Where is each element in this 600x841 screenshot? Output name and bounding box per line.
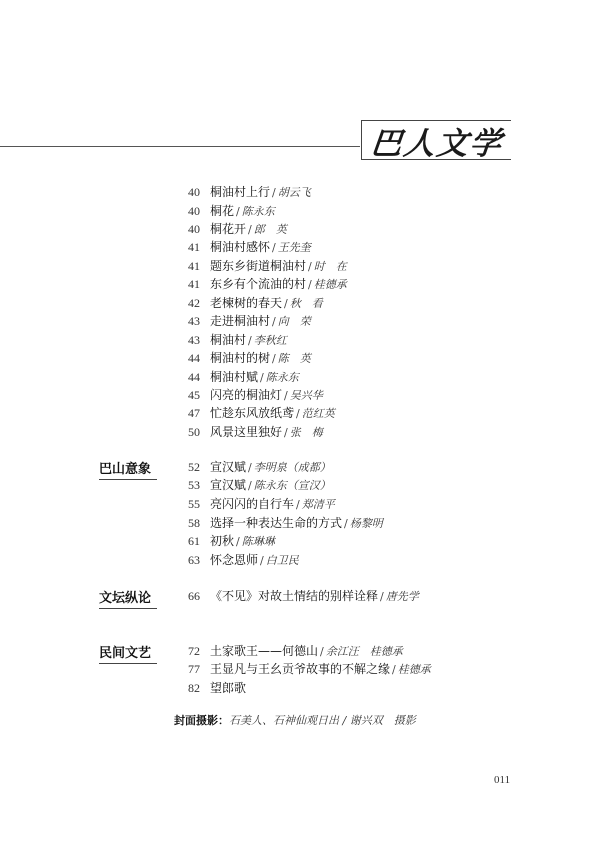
toc-entry[interactable]: 53 宣汉赋 / 陈永东（宣汉） [188, 478, 331, 492]
entry-title: 闪亮的桐油灯 [210, 388, 283, 402]
toc-entry[interactable]: 55 亮闪闪的自行车 / 郑清平 [188, 497, 335, 511]
entry-title: 怀念恩师 [210, 553, 259, 567]
entry-title: 宣汉赋 [210, 478, 247, 492]
entry-title: 桐油村的树 [210, 351, 271, 365]
entry-title: 东乡有个流油的村 [210, 277, 307, 291]
entry-author: 时 在 [313, 260, 347, 273]
entry-author: 张 梅 [289, 426, 323, 439]
section-rule [99, 479, 157, 480]
entry-title: 桐油村感怀 [210, 240, 271, 254]
toc-entry[interactable]: 44 桐油村赋 / 陈永东 [188, 370, 299, 384]
entry-title: 宣汉赋 [210, 460, 247, 474]
entry-title: 桐花开 [210, 222, 247, 236]
toc-entry[interactable]: 43 走进桐油村 / 向 荣 [188, 314, 311, 328]
header-rule [0, 146, 360, 147]
section-rule [99, 608, 157, 609]
masthead-logo [361, 120, 511, 160]
cover-credit: 石美人、石神仙观日出 / 谢兴双 摄影 [229, 714, 416, 727]
entry-title: 走进桐油村 [210, 314, 271, 328]
entry-author: 李秋红 [253, 334, 287, 347]
entry-author: 郎 英 [253, 223, 287, 236]
cover-label: 封面摄影： [174, 714, 229, 727]
entry-author: 范红英 [301, 407, 335, 420]
entry-author: 向 荣 [277, 315, 311, 328]
toc-entry[interactable]: 40 桐油村上行 / 胡云飞 [188, 185, 311, 199]
entry-author: 余江汪 桂德承 [325, 645, 403, 658]
entry-author: 陈永东 [241, 205, 275, 218]
toc-entry[interactable]: 40 桐花 / 陈永东 [188, 204, 275, 218]
section-label-minjian: 民间文艺 [99, 646, 152, 661]
entry-title: 忙趁东风放纸鸢 [210, 406, 295, 420]
section-label-wentan: 文坛纵论 [99, 591, 152, 606]
entry-author: 吴兴华 [289, 389, 323, 402]
entry-title: 选择一种表达生命的方式 [210, 516, 343, 530]
entry-title: 《不见》对故土情结的别样诠释 [210, 589, 379, 603]
entry-title: 初秋 [210, 534, 235, 548]
toc-entry[interactable]: 72 土家歌王——何德山 / 余江汪 桂德承 [188, 644, 403, 658]
entry-title: 望郎歌 [210, 681, 247, 695]
entry-author: 陈永东 [265, 371, 299, 384]
toc-entry[interactable]: 47 忙趁东风放纸鸢 / 范红英 [188, 406, 335, 420]
entry-author: 陈 英 [277, 352, 311, 365]
toc-entry[interactable]: 41 桐油村感怀 / 王先奎 [188, 240, 311, 254]
cover-photo-credit [174, 712, 416, 728]
entry-title: 题东乡街道桐油村 [210, 259, 307, 273]
toc-entry[interactable]: 41 题东乡街道桐油村 / 时 在 [188, 259, 347, 273]
entry-author: 杨黎明 [349, 517, 383, 530]
masthead-brand: 巴人文学 [368, 125, 505, 162]
entry-author: 桂德承 [397, 663, 431, 676]
toc-entry[interactable]: 61 初秋 / 陈琳琳 [188, 534, 275, 548]
entry-title: 桐花 [210, 204, 235, 218]
entry-author: 秋 看 [289, 297, 323, 310]
toc-entry[interactable]: 66 《不见》对故土情结的别样诠释 / 唐先学 [188, 589, 419, 603]
entry-author: 陈永东（宣汉） [253, 479, 331, 492]
entry-title: 老楝树的春天 [210, 296, 283, 310]
entry-author: 王先奎 [277, 241, 311, 254]
entry-author: 唐先学 [385, 590, 419, 603]
toc-entry[interactable]: 63 怀念恩师 / 白卫民 [188, 553, 299, 567]
toc-entry[interactable]: 52 宣汉赋 / 李明泉（成都） [188, 460, 331, 474]
entry-title: 桐油村上行 [210, 185, 271, 199]
entry-author: 胡云飞 [277, 186, 311, 199]
entry-title: 王显凡与王幺贡爷故事的不解之缘 [210, 662, 391, 676]
toc-entry[interactable]: 41 东乡有个流油的村 / 桂德承 [188, 277, 347, 291]
entry-title: 风景这里独好 [210, 425, 283, 439]
toc-entry[interactable]: 44 桐油村的树 / 陈 英 [188, 351, 311, 365]
toc-entry[interactable]: 77 王显凡与王幺贡爷故事的不解之缘 / 桂德承 [188, 662, 431, 676]
page-number: 011 [494, 774, 511, 786]
toc-entry[interactable]: 58 选择一种表达生命的方式 / 杨黎明 [188, 516, 383, 530]
entry-title: 土家歌王——何德山 [210, 644, 319, 658]
entry-author: 郑清平 [301, 498, 335, 511]
entry-title: 桐油村 [210, 333, 247, 347]
toc-entry[interactable]: 50 风景这里独好 / 张 梅 [188, 425, 323, 439]
entry-author: 白卫民 [265, 554, 299, 567]
section-rule [99, 663, 157, 664]
toc-entry[interactable]: 82 望郎歌 [188, 681, 247, 695]
entry-author: 陈琳琳 [241, 535, 275, 548]
section-label-bashan: 巴山意象 [99, 462, 152, 477]
entry-author: 桂德承 [313, 278, 347, 291]
entry-title: 亮闪闪的自行车 [210, 497, 295, 511]
toc-entry[interactable]: 45 闪亮的桐油灯 / 吴兴华 [188, 388, 323, 402]
entry-author: 李明泉（成都） [253, 461, 331, 474]
toc-entry[interactable]: 40 桐花开 / 郎 英 [188, 222, 287, 236]
toc-entry[interactable]: 43 桐油村 / 李秋红 [188, 333, 287, 347]
toc-entry[interactable]: 42 老楝树的春天 / 秋 看 [188, 296, 323, 310]
entry-title: 桐油村赋 [210, 370, 259, 384]
